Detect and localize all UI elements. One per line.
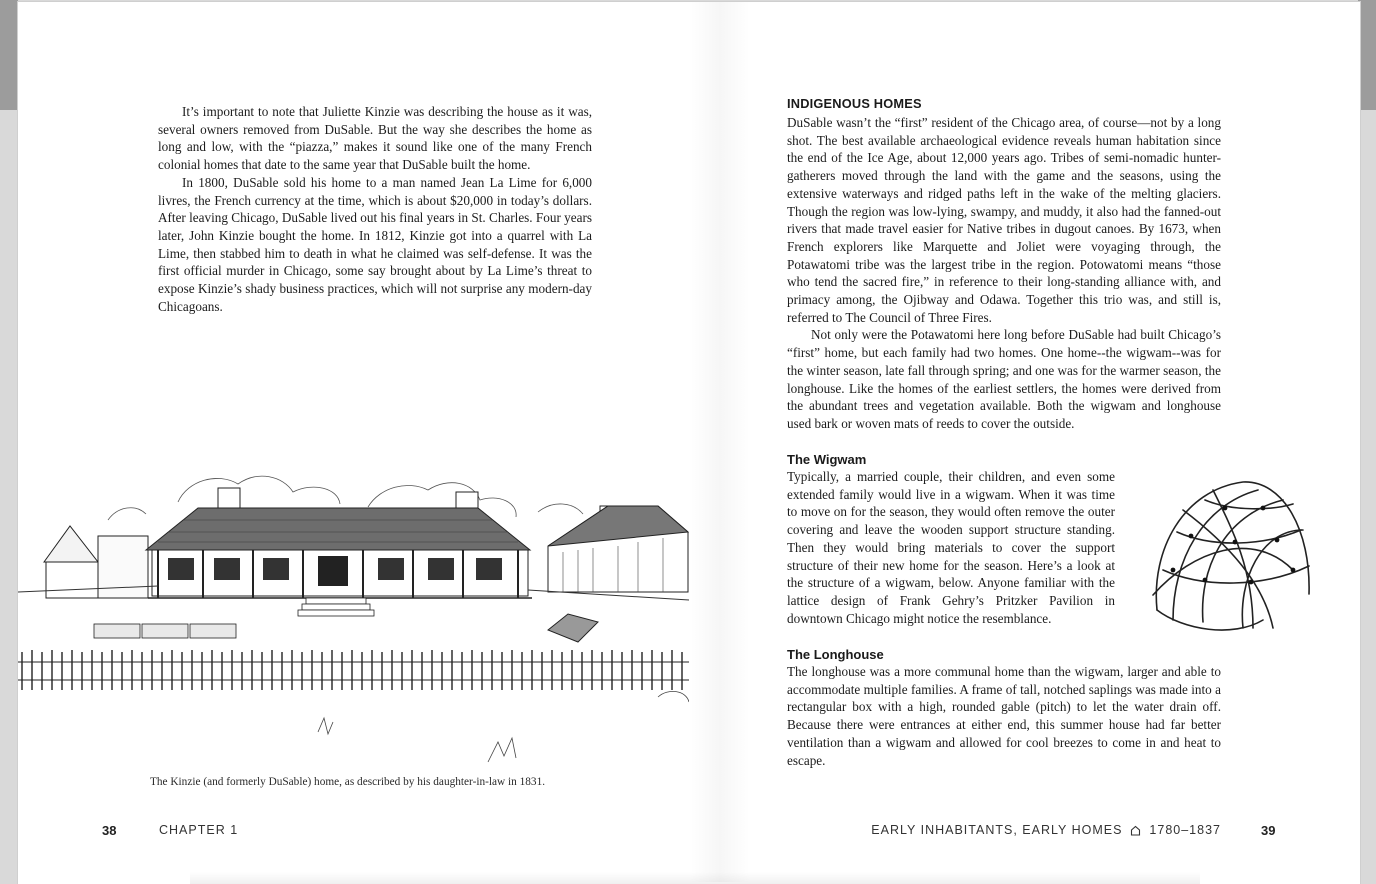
illustration-caption: The Kinzie (and formerly DuSable) home, as described by his daughter-in-law in 1831. bbox=[150, 776, 546, 788]
page-edge-shadow bbox=[190, 872, 1200, 884]
date-range: 1780–1837 bbox=[1149, 823, 1221, 837]
paragraph: The longhouse was a more communal home than the wigwam, larger and able to accommodate multiple families. A frame of tall, notched saplings was made into a rectangular box with a high, rounded gable (pitch) to let the water drain off. Because there were entrances at either end, this summer house had far better ventilation than a wigwam and allowed for cool breezes to come in and heat to escape. bbox=[787, 664, 1221, 768]
running-head-title: EARLY INHABITANTS, EARLY HOMES bbox=[871, 823, 1123, 837]
background-strip bbox=[0, 0, 18, 110]
page-number: 38 bbox=[102, 823, 117, 838]
section-heading: INDIGENOUS HOMES bbox=[787, 96, 922, 111]
paragraph: DuSable wasn’t the “first” resident of the Chicago area, of course—not by a long shot. The best available archaeological evidence reveals human habitation since the end of the Ice Age, about 12,000 years ago. Tribes of semi-nomadic hunter-gatherers moved through the land with the game and the seasons, using the extensive waterways and ridged paths left in the wake of the melting glaciers. Though the region was low-lying, swampy, and muddy, it also had the fanned-out rivers that made travel easier for Native tribes in dugout canoes. By 1673, when French explorers like Marquette and Joliet were voyaging through, the Potawatomi tribe was the largest tribe in the region. Potowatomi means “those who tend the sacred fire,” in reference to their long-standing alliance with, and primacy among, the Ojibway and Odawa. Together this trio was, and still is, referred to The Council of Three Fires. bbox=[787, 115, 1221, 325]
paragraph: Not only were the Potawatomi here long before DuSable had built Chicago’s “first” home, but each family had two homes. One home--the wigwam--was for the winter season, late fall through spring; and one was for the warmer season, the longhouse. Like the homes of the earliest settlers, the homes were derived from the abundant trees and vegetation available. Both the wigwam and longhouse used bark or woven mats of reeds to cover the outside. bbox=[787, 327, 1221, 431]
page-number: 39 bbox=[1261, 823, 1276, 838]
wigwam-text bbox=[787, 468, 1115, 627]
wigwam-heading: The Wigwam bbox=[787, 452, 867, 467]
paragraph: It’s important to note that Juliette Kinzie was describing the house as it was, several owners removed from DuSable. But the way she describes the home as long and low, with the “piazza,” makes it sound like one of the many French colonial homes that date to the same year that DuSable built the home. bbox=[158, 104, 592, 173]
indigenous-homes-text bbox=[787, 114, 1221, 433]
paragraph: In 1800, DuSable sold his home to a man named Jean La Lime for 6,000 livres, the French currency at the time, which is about $20,000 in today’s dollars. After leaving Chicago, DuSable lived out his final years in St. Charles. Four years later, John Kinzie bought the home. In 1812, Kinzie got into a quarrel with La Lime, then stabbed him to death in what he claimed was self-defense. It was the first official murder in Chicago, some say brought about by La Lime’s threat to expose Kinzie’s shady business practices, which will not surprise any modern-day Chicagoans. bbox=[158, 174, 592, 314]
longhouse-text bbox=[787, 663, 1221, 769]
left-body-text bbox=[158, 103, 592, 315]
kinzie-home-illustration bbox=[18, 462, 689, 772]
wigwam-illustration bbox=[1143, 470, 1315, 636]
house-icon bbox=[1130, 825, 1141, 836]
book-gutter bbox=[690, 2, 750, 882]
longhouse-heading: The Longhouse bbox=[787, 647, 884, 662]
running-head: CHAPTER 1 bbox=[159, 823, 239, 837]
background-strip bbox=[1358, 0, 1376, 110]
running-head-right bbox=[871, 823, 1221, 837]
paragraph: Typically, a married couple, their children, and even some extended family would live in a wigwam. When it was time to move on for the season, they would often remove the outer covering and leave the wooden support structure standing. Then they would bring materials to cover the support structure of their new home for the season. Here’s a look at the structure of a wigwam, below. Anyone familiar with the lattice design of Frank Gehry’s Pritzker Pavilion in downtown Chicago might notice the resemblance. bbox=[787, 469, 1115, 626]
